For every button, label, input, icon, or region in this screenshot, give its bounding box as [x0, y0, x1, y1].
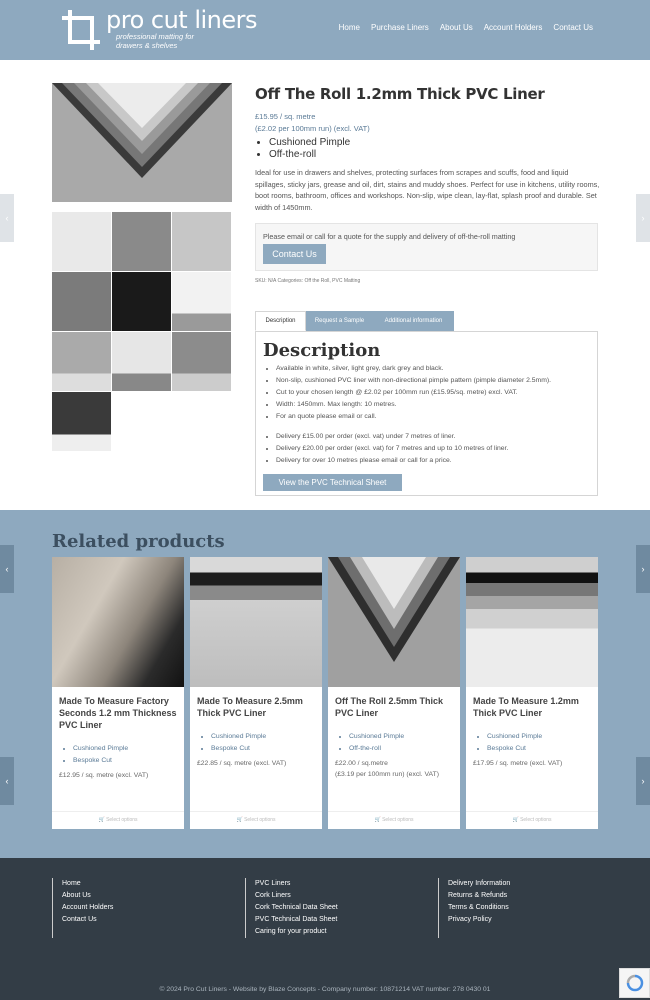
copyright-text: © 2024 Pro Cut Liners - Website by Blaze Concepts - Company number: 10871214 VAT number: 278 0430 01	[159, 986, 491, 993]
nav-contact-us[interactable]: Contact Us	[553, 23, 593, 32]
product-name[interactable]: Made To Measure 1.2mm Thick PVC Liner	[473, 696, 579, 718]
next-arrow[interactable]	[636, 545, 650, 593]
next-product-arrow[interactable]	[636, 194, 650, 242]
product-price: £22.00 / sq.metre (£3.19 per 100mm run) (excl. VAT)	[335, 760, 440, 778]
select-options-link[interactable]: 🛒 Select options	[328, 811, 460, 823]
chevron-right-icon: ›	[641, 564, 645, 574]
product-price-run: (£2.02 per 100mm run) (excl. VAT)	[255, 124, 370, 133]
feature-item: • Off-the-roll	[269, 149, 350, 161]
description-list	[276, 363, 551, 423]
footer-col-1	[52, 878, 113, 938]
footer-link[interactable]: Contact Us	[62, 916, 97, 923]
logo-title: pro cut liners	[106, 6, 258, 34]
chevron-left-icon: ‹	[5, 213, 9, 223]
recaptcha-icon	[626, 974, 644, 992]
main-nav	[339, 23, 593, 32]
chevron-liner-image	[328, 557, 460, 687]
footer-link[interactable]: About Us	[62, 892, 91, 899]
footer-link[interactable]: Terms & Conditions	[448, 904, 509, 911]
list-item: • Delivery for over 10 metres please email or call for a price.	[276, 455, 508, 467]
thumbnail[interactable]	[172, 212, 231, 271]
site-logo[interactable]	[60, 6, 260, 52]
tab-description[interactable]: Description	[255, 311, 306, 331]
pvc-technical-sheet-button[interactable]: View the PVC Technical Sheet	[263, 474, 402, 491]
product-name[interactable]: Made To Measure 2.5mm Thick PVC Liner	[197, 696, 303, 718]
nav-purchase-liners[interactable]: Purchase Liners	[371, 23, 429, 32]
site-header	[0, 0, 650, 60]
thumbnail[interactable]	[52, 392, 111, 451]
product-name[interactable]: Made To Measure Factory Seconds 1.2 mm Thickness PVC Liner	[59, 696, 177, 730]
chevron-left-icon: ‹	[5, 776, 9, 786]
product-features: • Cushioned Pimple • Bespoke Cut	[211, 731, 266, 755]
description-panel	[255, 331, 598, 496]
footer-link[interactable]: Cork Technical Data Sheet	[255, 904, 338, 911]
product-image[interactable]	[328, 557, 460, 687]
product-title: Off The Roll 1.2mm Thick PVC Liner	[255, 85, 545, 103]
product-main-image[interactable]	[52, 83, 232, 202]
chevron-right-icon: ›	[641, 213, 645, 223]
nav-account-holders[interactable]: Account Holders	[483, 23, 543, 32]
product-image[interactable]	[52, 557, 184, 687]
product-image[interactable]	[466, 557, 598, 687]
product-features: • Cushioned Pimple • Bespoke Cut	[487, 731, 542, 755]
contact-us-button[interactable]: Contact Us	[263, 244, 326, 264]
product-meta: SKU: N/A Categories: Off the Roll, PVC Matting	[255, 278, 361, 284]
tab-additional-information[interactable]: Additional information	[373, 311, 454, 331]
thumbnail[interactable]	[172, 332, 231, 391]
tab-request-sample[interactable]: Request a Sample	[306, 311, 373, 331]
prev-product-arrow[interactable]	[0, 194, 14, 242]
nav-home[interactable]: Home	[338, 23, 360, 32]
thumbnail[interactable]	[172, 272, 231, 331]
select-options-link[interactable]: 🛒 Select options	[190, 811, 322, 823]
description-heading: Description	[263, 340, 381, 361]
thumbnail[interactable]	[52, 212, 111, 271]
footer-link[interactable]: Returns & Refunds	[448, 892, 508, 899]
product-price: £22.85 / sq. metre (excl. VAT)	[197, 760, 287, 767]
recaptcha-badge[interactable]	[619, 968, 650, 998]
feature-item: • Cushioned Pimple	[269, 137, 350, 149]
quote-box	[255, 223, 598, 271]
list-item: • For an quote please email or call.	[276, 411, 551, 423]
footer-link[interactable]: PVC Liners	[255, 880, 291, 887]
product-features: • Cushioned Pimple • Off-the-roll	[349, 731, 404, 755]
product-image[interactable]	[190, 557, 322, 687]
site-footer	[0, 858, 650, 1000]
footer-link[interactable]: PVC Technical Data Sheet	[255, 916, 338, 923]
thumbnail[interactable]	[112, 212, 171, 271]
crop-logo-icon	[60, 8, 102, 52]
product-thumbnails	[52, 212, 232, 451]
list-item: • Delivery £20.00 per order (excl. vat) for 7 metres and up to 10 metres of liner.	[276, 443, 508, 455]
footer-link[interactable]: Delivery Information	[448, 880, 511, 887]
product-name[interactable]: Off The Roll 2.5mm Thick PVC Liner	[335, 696, 444, 718]
product-features: • Cushioned Pimple • Bespoke Cut	[73, 743, 128, 767]
cart-icon: 🛒	[374, 817, 381, 823]
product-card[interactable]	[52, 557, 184, 829]
chevron-liner-image	[52, 83, 232, 202]
product-features	[269, 137, 350, 161]
select-options-link[interactable]: 🛒 Select options	[52, 811, 184, 823]
delivery-list	[276, 431, 508, 467]
logo-tagline: professional matting for drawers & shelves	[116, 32, 194, 50]
list-item: • Cut to your chosen length @ £2.02 per 100mm run (£15.95/sq. metre) excl. VAT.	[276, 387, 551, 399]
list-item: • Width: 1450mm. Max length: 10 metres.	[276, 399, 551, 411]
footer-link[interactable]: Caring for your product	[255, 928, 327, 935]
list-item: • Available in white, silver, light grey, dark grey and black.	[276, 363, 551, 375]
product-card[interactable]	[328, 557, 460, 829]
thumbnail[interactable]	[112, 272, 171, 331]
product-price: £15.95 / sq. metre	[255, 112, 316, 121]
chevron-left-icon: ‹	[5, 564, 9, 574]
product-card[interactable]	[466, 557, 598, 829]
product-short-description: Ideal for use in drawers and shelves, protecting surfaces from scrapes and scuffs, food and liquid spillages, sticky jars, grease and oil, dirt, stains and muddy shoes. Perfect for use in kitchens, utility rooms, boot rooms, bathroom, offices and workshops. Non-slip, wipe clean, lay-flat, splash proof and durable. Set width of 1450mm.	[255, 168, 600, 212]
list-item: • Delivery £15.00 per order (excl. vat) under 7 metres of liner.	[276, 431, 508, 443]
prev-arrow[interactable]	[0, 757, 14, 805]
product-tabs	[255, 311, 454, 331]
list-item: • Non-slip, cushioned PVC liner with non-directional pimple pattern (pimple diameter 2.5mm).	[276, 375, 551, 387]
footer-col-3	[438, 878, 510, 938]
related-products-section	[0, 510, 650, 858]
thumbnail[interactable]	[52, 332, 111, 391]
footer-link[interactable]: Privacy Policy	[448, 916, 492, 923]
footer-link[interactable]: Account Holders	[62, 904, 114, 911]
footer-link[interactable]: Cork Liners	[255, 892, 291, 899]
cart-icon: 🛒	[512, 817, 519, 823]
product-price: £12.95 / sq. metre (excl. VAT)	[59, 772, 149, 779]
thumbnail[interactable]	[52, 272, 111, 331]
cart-icon: 🛒	[236, 817, 243, 823]
product-card[interactable]	[190, 557, 322, 829]
related-heading: Related products	[52, 531, 225, 552]
thumbnail[interactable]	[112, 332, 171, 391]
next-arrow[interactable]	[636, 757, 650, 805]
product-price: £17.95 / sq. metre (excl. VAT)	[473, 760, 563, 767]
chevron-right-icon: ›	[641, 776, 645, 786]
prev-arrow[interactable]	[0, 545, 14, 593]
footer-link[interactable]: Home	[62, 880, 81, 887]
select-options-link[interactable]: 🛒 Select options	[466, 811, 598, 823]
footer-col-2	[245, 878, 338, 938]
cart-icon: 🛒	[98, 817, 105, 823]
nav-about-us[interactable]: About Us	[439, 23, 473, 32]
quote-text: Please email or call for a quote for the supply and delivery of off-the-roll matting	[263, 232, 516, 241]
